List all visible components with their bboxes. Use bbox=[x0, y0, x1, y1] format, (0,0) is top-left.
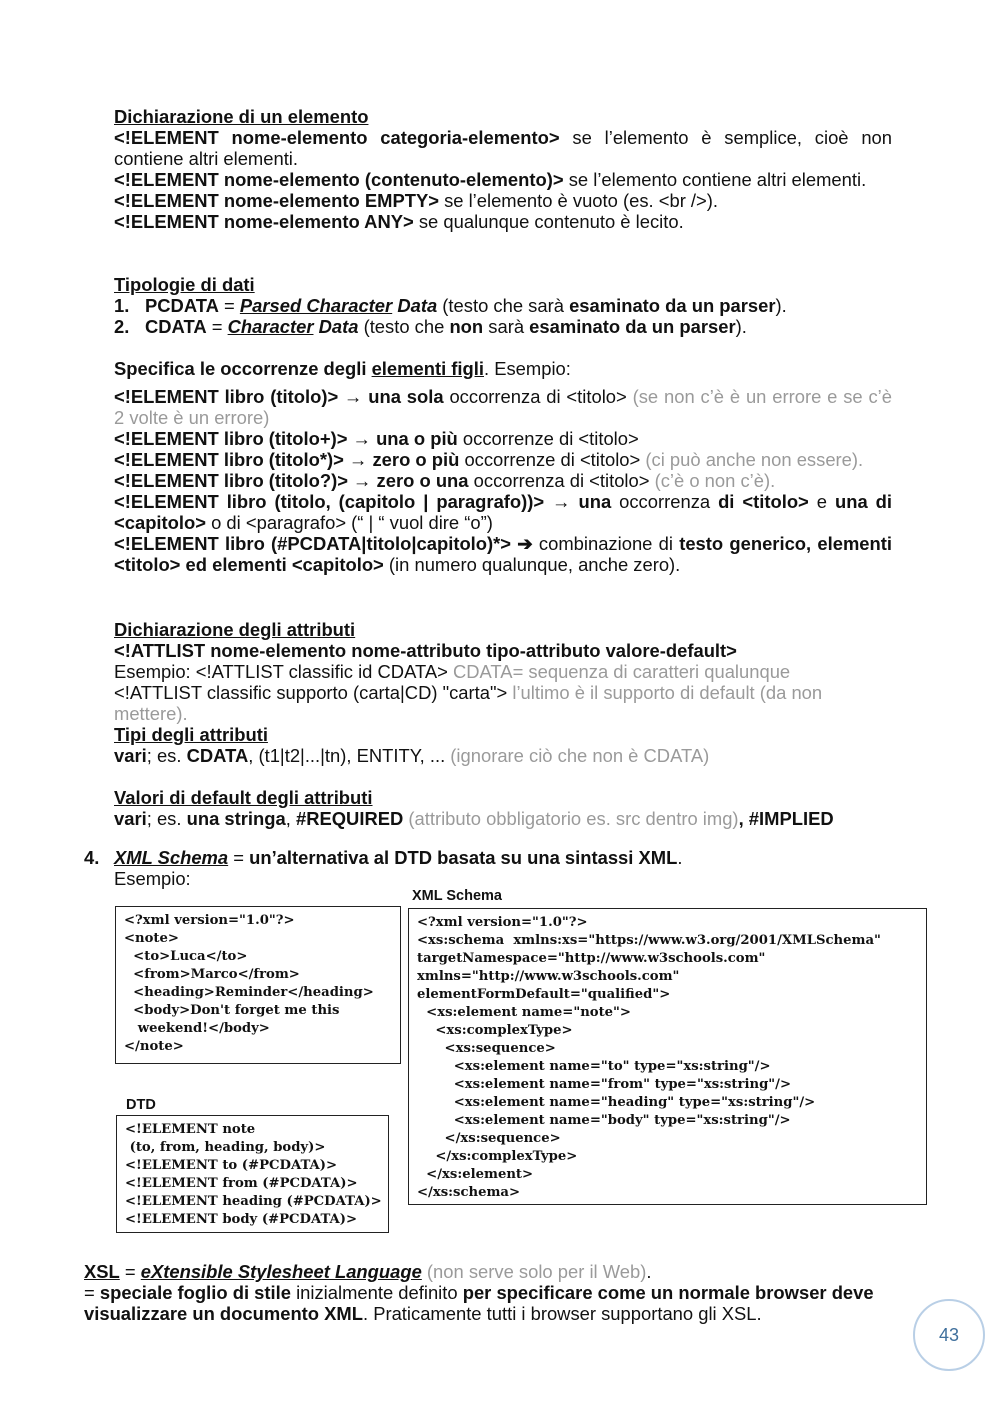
paragraph: = speciale foglio di stile inizialmente definito per specificare come un normale browser deve visualizzare un documento XML. Praticamente tutti i browser supportano gli XSL. bbox=[84, 1282, 874, 1324]
xml-code-box: <?xml version="1.0"?> <note> <to>Luca</to> <from>Marco</from> <heading>Reminder</heading> <body>Don't forget me this weekend!</body> </note> bbox=[115, 906, 401, 1064]
dtd-label: DTD bbox=[126, 1097, 156, 1113]
xsl-section bbox=[84, 1261, 904, 1324]
paragraph: <!ELEMENT nome-elemento categoria-elemento> se l’elemento è semplice, cioè non contiene altri elementi. bbox=[114, 127, 893, 169]
occurrences-section bbox=[114, 358, 892, 575]
list-item: 2. CDATA = Character Data (testo che non sarà esaminato da un parser). bbox=[114, 316, 747, 337]
paragraph: <!ELEMENT libro (#PCDATA|titolo|capitolo)*> ➔ combinazione di testo generico, elementi <titolo> ed elementi <capitolo> (in numero qualunque, anche zero). bbox=[114, 533, 892, 575]
paragraph: <!ATTLIST classific supporto (carta|CD) "carta"> l’ultimo è il supporto di default (da non mettere). bbox=[114, 682, 823, 724]
element-declaration-section bbox=[114, 106, 892, 232]
paragraph: <!ELEMENT libro (titolo*)> → zero o più occorrenze di <titolo> (ci può anche non essere). bbox=[114, 449, 864, 470]
section-heading: Dichiarazione degli attributi bbox=[114, 619, 356, 640]
page-number: 43 bbox=[913, 1299, 985, 1371]
xml-schema-label: XML Schema bbox=[412, 888, 502, 904]
paragraph: XSL = eXtensible Stylesheet Language (non serve solo per il Web). bbox=[84, 1261, 652, 1282]
paragraph: vari; es. CDATA, (t1|t2|...|tn), ENTITY, ... (ignorare ciò che non è CDATA) bbox=[114, 745, 710, 766]
paragraph: Esempio: <!ATTLIST classific id CDATA> CDATA= sequenza di caratteri qualunque bbox=[114, 661, 791, 682]
data-types-list bbox=[114, 295, 892, 337]
paragraph: <!ELEMENT libro (titolo, (capitolo | paragrafo))> → una occorrenza di <titolo> e una di <capitolo> o di <paragrafo> (“ | “ vuol dire “o”) bbox=[114, 491, 892, 533]
paragraph: <!ELEMENT nome-elemento ANY> se qualunque contenuto è lecito. bbox=[114, 211, 684, 232]
xml-schema-code-box: <?xml version="1.0"?> <xs:schema xmlns:xs="https://www.w3.org/2001/XMLSchema" targetNamespace="http://www.w3schools.com" xmlns="http://www.w3schools.com" elementFormDefault="qualified"> <xs:element name="note"> <xs:complexType> <xs:sequence> <xs:element name="to" type="xs:string"/> <xs:element name="from" type="xs:string"/> <xs:element name="heading" type="xs:string"/> <xs:element name="body" type="xs:string"/> </xs:sequence> </xs:complexType> </xs:element> </xs:schema> bbox=[408, 908, 927, 1205]
paragraph: XML Schema = un’alternativa al DTD basata su una sintassi XML. bbox=[114, 847, 683, 868]
list-item: 4. XML Schema = un’alternativa al DTD basata su una sintassi XML. Esempio: bbox=[84, 847, 683, 889]
paragraph: vari; es. una stringa, #REQUIRED (attributo obbligatorio es. src dentro img), #IMPLIED bbox=[114, 808, 834, 829]
paragraph: <!ELEMENT nome-elemento EMPTY> se l’elemento è vuoto (es. <br />). bbox=[114, 190, 719, 211]
xml-schema-section bbox=[84, 847, 892, 889]
attributes-section bbox=[114, 619, 892, 829]
data-types-section bbox=[114, 274, 892, 337]
dtd-code-box: <!ELEMENT note (to, from, heading, body)> <!ELEMENT to (#PCDATA)> <!ELEMENT from (#PCDATA)> <!ELEMENT heading (#PCDATA)> <!ELEMENT body (#PCDATA)> bbox=[116, 1115, 389, 1233]
paragraph: <!ATTLIST nome-elemento nome-attributo tipo-attributo valore-default> bbox=[114, 640, 737, 661]
paragraph: <!ELEMENT libro (titolo)> → una sola occorrenza di <titolo> (se non c’è è un errore e se c’è 2 volte è un errore) bbox=[114, 386, 892, 428]
paragraph: <!ELEMENT libro (titolo+)> → una o più occorrenze di <titolo> bbox=[114, 428, 639, 449]
section-heading: Dichiarazione di un elemento bbox=[114, 106, 369, 127]
section-heading: Valori di default degli attributi bbox=[114, 787, 373, 808]
paragraph: Esempio: bbox=[114, 868, 191, 889]
paragraph: <!ELEMENT nome-elemento (contenuto-elemento)> se l’elemento contiene altri elementi. bbox=[114, 169, 867, 190]
list-item: 1. PCDATA = Parsed Character Data (testo che sarà esaminato da un parser). bbox=[114, 295, 787, 316]
section-heading: Tipi degli attributi bbox=[114, 724, 268, 745]
paragraph: <!ELEMENT libro (titolo?)> → zero o una occorrenza di <titolo> (c’è o non c’è). bbox=[114, 470, 776, 491]
section-heading: Tipologie di dati bbox=[114, 274, 255, 295]
paragraph: Specifica le occorrenze degli elementi figli. Esempio: bbox=[114, 358, 571, 379]
